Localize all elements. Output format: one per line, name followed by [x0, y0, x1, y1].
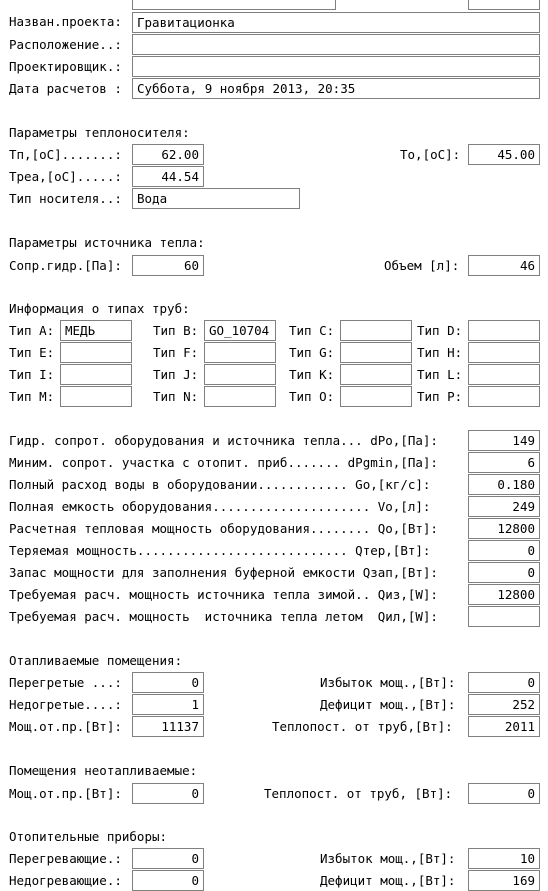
heated-deficit-field[interactable]: 252: [468, 694, 540, 715]
pipe-type-n-label: Тип N:: [153, 389, 199, 404]
pipe-type-d-label: Тип D:: [417, 323, 463, 338]
source-volume-field[interactable]: 46: [468, 255, 540, 276]
pipe-type-a-label: Тип A:: [9, 323, 55, 338]
heated-section-title: Отапливаемые помещения:: [9, 653, 183, 668]
pipe-type-g-field[interactable]: [340, 342, 412, 363]
param-label-qter: Теряемая мощность............................ Qтер,[Вт]:: [9, 543, 431, 558]
pipe-type-l-field[interactable]: [468, 364, 540, 385]
unheated-pipeheat-field[interactable]: 0: [468, 783, 540, 804]
to-label: То,[оС]:: [400, 147, 461, 162]
devices-section-title: Отопительные приборы:: [9, 829, 168, 844]
pipe-type-f-field[interactable]: [204, 342, 276, 363]
devices-overheating-field[interactable]: 0: [132, 848, 204, 869]
clipped-top-field-left: [132, 0, 336, 10]
pipe-type-d-field[interactable]: [468, 320, 540, 341]
to-field[interactable]: 45.00: [468, 144, 540, 165]
pipe-type-e-field[interactable]: [60, 342, 132, 363]
designer-label: Проектировщик.:: [9, 59, 122, 74]
project-name-label: Назван.проекта:: [9, 14, 122, 29]
unheated-power-label: Мощ.от.пр.[Вт]:: [9, 786, 122, 801]
pipe-type-o-field[interactable]: [340, 386, 412, 407]
pipe-type-k-field[interactable]: [340, 364, 412, 385]
pipe-type-i-field[interactable]: [60, 364, 132, 385]
trea-field[interactable]: 44.54: [132, 166, 204, 187]
designer-field[interactable]: [132, 56, 540, 77]
coolant-section-title: Параметры теплоносителя:: [9, 125, 190, 140]
param-field-qil[interactable]: [468, 606, 540, 627]
param-label-dpo: Гидр. сопрот. оборудования и источника тепла... dPo,[Па]:: [9, 433, 438, 448]
pipe-type-l-label: Тип L:: [417, 367, 463, 382]
date-label: Дата расчетов :: [9, 81, 122, 96]
unheated-pipeheat-label: Теплопост. от труб, [Вт]:: [264, 786, 453, 801]
location-label: Расположение..:: [9, 37, 122, 52]
source-resist-label: Сопр.гидр.[Па]:: [9, 258, 122, 273]
pipe-type-o-label: Тип O:: [289, 389, 335, 404]
date-field[interactable]: Суббота, 9 ноября 2013, 20:35: [132, 78, 540, 99]
param-label-qiz: Требуемая расч. мощность источника тепла зимой.. Qиз,[W]:: [9, 587, 438, 602]
param-field-qo[interactable]: 12800: [468, 518, 540, 539]
pipe-type-j-field[interactable]: [204, 364, 276, 385]
param-field-vo[interactable]: 249: [468, 496, 540, 517]
pipe-type-h-label: Тип H:: [417, 345, 463, 360]
heated-overheated-field[interactable]: 0: [132, 672, 204, 693]
pipe-type-m-label: Тип M:: [9, 389, 55, 404]
coolant-type-field[interactable]: Вода: [132, 188, 300, 209]
pipe-type-n-field[interactable]: [204, 386, 276, 407]
unheated-section-title: Помещения неотапливаемые:: [9, 763, 198, 778]
pipe-type-c-field[interactable]: [340, 320, 412, 341]
param-field-qter[interactable]: 0: [468, 540, 540, 561]
param-label-qzap: Запас мощности для заполнения буферной емкости Qзап,[Вт]:: [9, 565, 438, 580]
heated-underheated-label: Недогретые....:: [9, 697, 122, 712]
pipe-type-p-field[interactable]: [468, 386, 540, 407]
pipe-type-m-field[interactable]: [60, 386, 132, 407]
param-label-go: Полный расход воды в оборудовании............ Go,[кг/с]:: [9, 477, 431, 492]
pipe-type-p-label: Тип P:: [417, 389, 463, 404]
pipe-type-g-label: Тип G:: [289, 345, 335, 360]
tp-field[interactable]: 62.00: [132, 144, 204, 165]
devices-underheating-field[interactable]: 0: [132, 870, 204, 891]
pipe-type-c-label: Тип C:: [289, 323, 335, 338]
heated-power-label: Мощ.от.пр.[Вт]:: [9, 719, 122, 734]
pipe-type-j-label: Тип J:: [153, 367, 199, 382]
pipe-type-a-field[interactable]: МЕДЬ: [60, 320, 132, 341]
heated-excess-label: Избыток мощ.,[Вт]:: [320, 675, 456, 690]
unheated-power-field[interactable]: 0: [132, 783, 204, 804]
heated-pipeheat-label: Теплопост. от труб,[Вт]:: [272, 719, 453, 734]
source-resist-field[interactable]: 60: [132, 255, 204, 276]
param-label-qo: Расчетная тепловая мощность оборудования........ Qo,[Вт]:: [9, 521, 438, 536]
pipe-type-h-field[interactable]: [468, 342, 540, 363]
pipe-type-k-label: Тип K:: [289, 367, 335, 382]
pipe-type-i-label: Тип I:: [9, 367, 55, 382]
heated-deficit-label: Дефицит мощ.,[Вт]:: [320, 697, 456, 712]
devices-underheating-label: Недогревающие.:: [9, 873, 122, 888]
devices-deficit-field[interactable]: 169: [468, 870, 540, 891]
location-field[interactable]: [132, 34, 540, 55]
source-section-title: Параметры источника тепла:: [9, 235, 205, 250]
param-field-dpo[interactable]: 149: [468, 430, 540, 451]
heated-excess-field[interactable]: 0: [468, 672, 540, 693]
source-volume-label: Объем [л]:: [384, 258, 460, 273]
param-field-dpgmin[interactable]: 6: [468, 452, 540, 473]
pipe-type-b-label: Тип B:: [153, 323, 199, 338]
heated-overheated-label: Перегретые ...:: [9, 675, 122, 690]
clipped-top-field-right: [468, 0, 540, 10]
pipe-type-f-label: Тип F:: [153, 345, 199, 360]
heated-power-field[interactable]: 11137: [132, 716, 204, 737]
devices-excess-label: Избыток мощ.,[Вт]:: [320, 851, 456, 866]
heated-pipeheat-field[interactable]: 2011: [468, 716, 540, 737]
devices-excess-field[interactable]: 10: [468, 848, 540, 869]
devices-deficit-label: Дефицит мощ.,[Вт]:: [320, 873, 456, 888]
pipes-section-title: Информация о типах труб:: [9, 301, 190, 316]
param-field-go[interactable]: 0.180: [468, 474, 540, 495]
param-label-dpgmin: Миним. сопрот. участка с отопит. приб....... dPgmin,[Па]:: [9, 455, 438, 470]
param-label-vo: Полная емкость оборудования..................... Vo,[л]:: [9, 499, 431, 514]
param-label-qil: Требуемая расч. мощность источника тепла летом Qил,[W]:: [9, 609, 438, 624]
devices-overheating-label: Перегревающие.:: [9, 851, 122, 866]
coolant-type-label: Тип носителя..:: [9, 191, 122, 206]
pipe-type-e-label: Тип E:: [9, 345, 55, 360]
heated-underheated-field[interactable]: 1: [132, 694, 204, 715]
project-name-field[interactable]: Гравитационка: [132, 12, 540, 33]
param-field-qiz[interactable]: 12800: [468, 584, 540, 605]
trea-label: Треа,[оС].....:: [9, 169, 122, 184]
pipe-type-b-field[interactable]: GO_10704: [204, 320, 276, 341]
param-field-qzap[interactable]: 0: [468, 562, 540, 583]
tp-label: Тп,[оС].......:: [9, 147, 122, 162]
